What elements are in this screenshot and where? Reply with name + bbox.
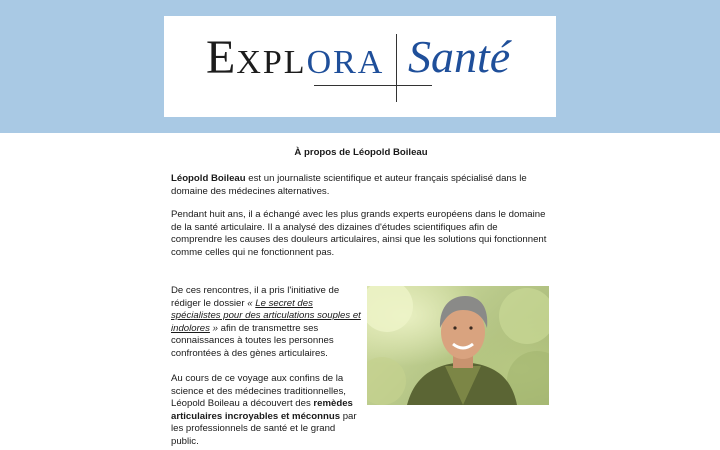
experience-paragraph: Pendant huit ans, il a échangé avec les plus grands experts européens dans le domaine de la santé articulaire. Il a analysé des dizaines d'études scientifiques afin de comprendre les causes des douleurs articulaires, ainsi que les solutions qui fonctionnent comme celles qui ne fonctionnent pas. [171, 209, 547, 258]
logo-explora-text: EXPLORA [206, 31, 385, 84]
intro-paragraph: Léopold Boileau est un journaliste scientifique et auteur français spécialisé dans le domaine des médecines alternatives. [171, 173, 527, 197]
discovery-paragraph: Au cours de ce voyage aux confins de la science et des médecines traditionnelles, Léopold Boileau a découvert des remèdes articulaires incroyables et méconnus par les professionnels de santé et le grand public. [171, 373, 357, 447]
author-photo [367, 286, 549, 405]
explora-sante-logo[interactable] [164, 16, 556, 117]
logo-sante-text: Santé [408, 31, 511, 82]
remedies-highlight: remèdes articulaires incroyables et méconnus [171, 398, 353, 422]
logo-horizontal-line [314, 85, 432, 86]
logo-vertical-line [396, 34, 397, 102]
author-portrait-image [367, 286, 549, 405]
dossier-paragraph: De ces rencontres, il a pris l'initiative de rédiger le dossier « Le secret des spécialistes pour des articulations souples et indolores » afin de transmettre ses connaissances à toutes les personnes confrontées à des gènes articulaires. [171, 285, 361, 359]
dossier-link[interactable]: Le secret des spécialistes pour des articulations souples et indolores [171, 297, 361, 334]
about-heading: À propos de Léopold Boileau [294, 147, 428, 158]
author-name: Léopold Boileau [171, 173, 246, 184]
